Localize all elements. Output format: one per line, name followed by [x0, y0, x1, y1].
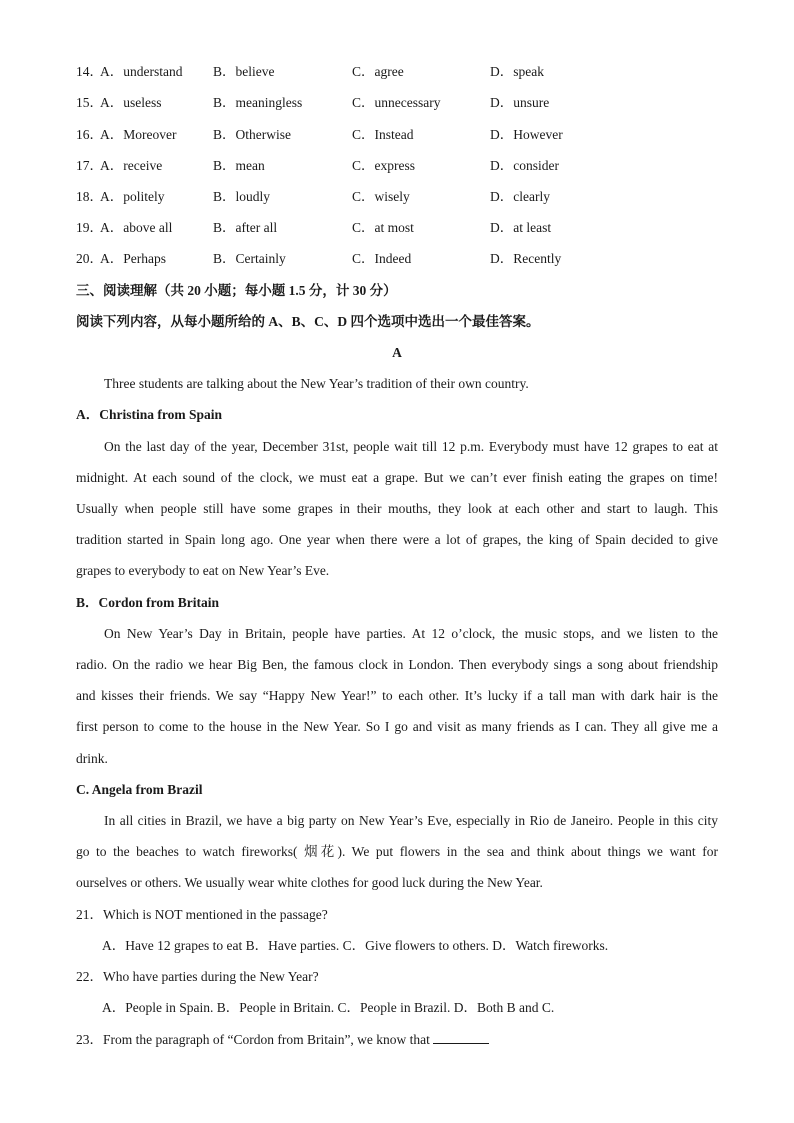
section-heading: 三、阅读理解（共 20 小题；每小题 1.5 分，计 30 分） [76, 283, 397, 298]
section-c-line: In all cities in Brazil, we have a big party on New Year’s Eve, especially in Rio de Janeiro. People in this city [104, 813, 718, 828]
question-number: 19． [76, 220, 103, 235]
option-c: C．wisely [352, 189, 410, 204]
option-a: A．Perhaps [100, 251, 166, 266]
section-c-line: go to the beaches to watch fireworks( 烟花). We put flowers in the sea and think about things we want for [76, 844, 718, 859]
option-a: A．Moreover [100, 127, 177, 142]
question-21-options: A．Have 12 grapes to eat B．Have parties. C．Give flowers to others. D．Watch fireworks. [102, 938, 609, 953]
option-a: A．above all [100, 220, 173, 235]
passage-intro: Three students are talking about the New Year’s tradition of their own country. [104, 376, 529, 391]
question-number: 18． [76, 189, 103, 204]
question-number: 16． [76, 127, 103, 142]
section-c-line: ourselves or others. We usually wear white clothes for good luck during the New Year. [76, 875, 543, 890]
section-a-line: midnight. At each sound of the clock, we must eat a grape. But we can’t ever finish eating the grapes on time! [76, 470, 718, 485]
option-a: A．understand [100, 64, 183, 79]
question-21-stem: 21．Which is NOT mentioned in the passage? [76, 907, 328, 922]
section-a-line: Usually when people still have some grapes in their mouths, they look at each other and start to laugh. This [76, 501, 718, 516]
section-b-title: B．Cordon from Britain [76, 595, 220, 610]
question-23-stem: 23．From the paragraph of “Cordon from Britain”, we know that [76, 1032, 430, 1047]
option-c: C．express [352, 158, 415, 173]
section-a-line: On the last day of the year, December 31st, people wait till 12 p.m. Everybody must have 12 grapes to eat at [104, 439, 718, 454]
section-b-line: On New Year’s Day in Britain, people have parties. At 12 o’clock, the music stops, and we listen to the [104, 626, 718, 641]
option-b: B．Certainly [213, 251, 286, 266]
option-d: D．speak [490, 64, 544, 79]
option-b: B．meaningless [213, 95, 303, 110]
section-a-line: grapes to everybody to eat on New Year’s Eve. [76, 563, 330, 578]
option-d: D．consider [490, 158, 559, 173]
question-23-line [76, 1029, 718, 1049]
option-c: C．Instead [352, 127, 414, 142]
option-a: A．politely [100, 189, 165, 204]
option-a: A．useless [100, 95, 162, 110]
answer-blank [433, 1029, 489, 1044]
question-22-stem: 22．Who have parties during the New Year? [76, 969, 319, 984]
option-b: B．loudly [213, 189, 271, 204]
option-c: C．unnecessary [352, 95, 441, 110]
section-instruction: 阅读下列内容，从每小题所给的 A、B、C、D 四个选项中选出一个最佳答案。 [76, 314, 540, 329]
section-a-title: A．Christina from Spain [76, 407, 223, 422]
question-22-options: A．People in Spain. B．People in Britain. C．People in Brazil. D．Both B and C. [102, 1000, 555, 1015]
question-number: 15． [76, 95, 103, 110]
question-number: 17． [76, 158, 103, 173]
section-c-title: C. Angela from Brazil [76, 782, 203, 797]
section-b-line: radio. On the radio we hear Big Ben, the famous clock in London. Then everybody sings a song about friendship [76, 657, 718, 672]
option-c: C．at most [352, 220, 414, 235]
option-a: A．receive [100, 158, 163, 173]
section-a-line: tradition started in Spain long ago. One year when there were a lot of grapes, the king of Spain decided to give [76, 532, 718, 547]
question-number: 20． [76, 251, 103, 266]
option-b: B．after all [213, 220, 278, 235]
option-d: D．at least [490, 220, 552, 235]
option-d: D．However [490, 127, 563, 142]
option-d: D．unsure [490, 95, 550, 110]
option-b: B．mean [213, 158, 265, 173]
option-c: C．Indeed [352, 251, 412, 266]
option-b: B．believe [213, 64, 275, 79]
question-number: 14． [76, 64, 103, 79]
passage-label: A [392, 345, 402, 360]
option-c: C．agree [352, 64, 404, 79]
section-b-line: and kisses their friends. We say “Happy New Year!” to each other. It’s lucky if a tall man with dark hair is the [76, 688, 718, 703]
section-b-line: drink. [76, 751, 108, 766]
option-b: B．Otherwise [213, 127, 291, 142]
section-b-line: first person to come to the house in the New Year. So I go and visit as many friends as I can. They all give me a [76, 719, 718, 734]
option-d: D．clearly [490, 189, 550, 204]
option-d: D．Recently [490, 251, 562, 266]
